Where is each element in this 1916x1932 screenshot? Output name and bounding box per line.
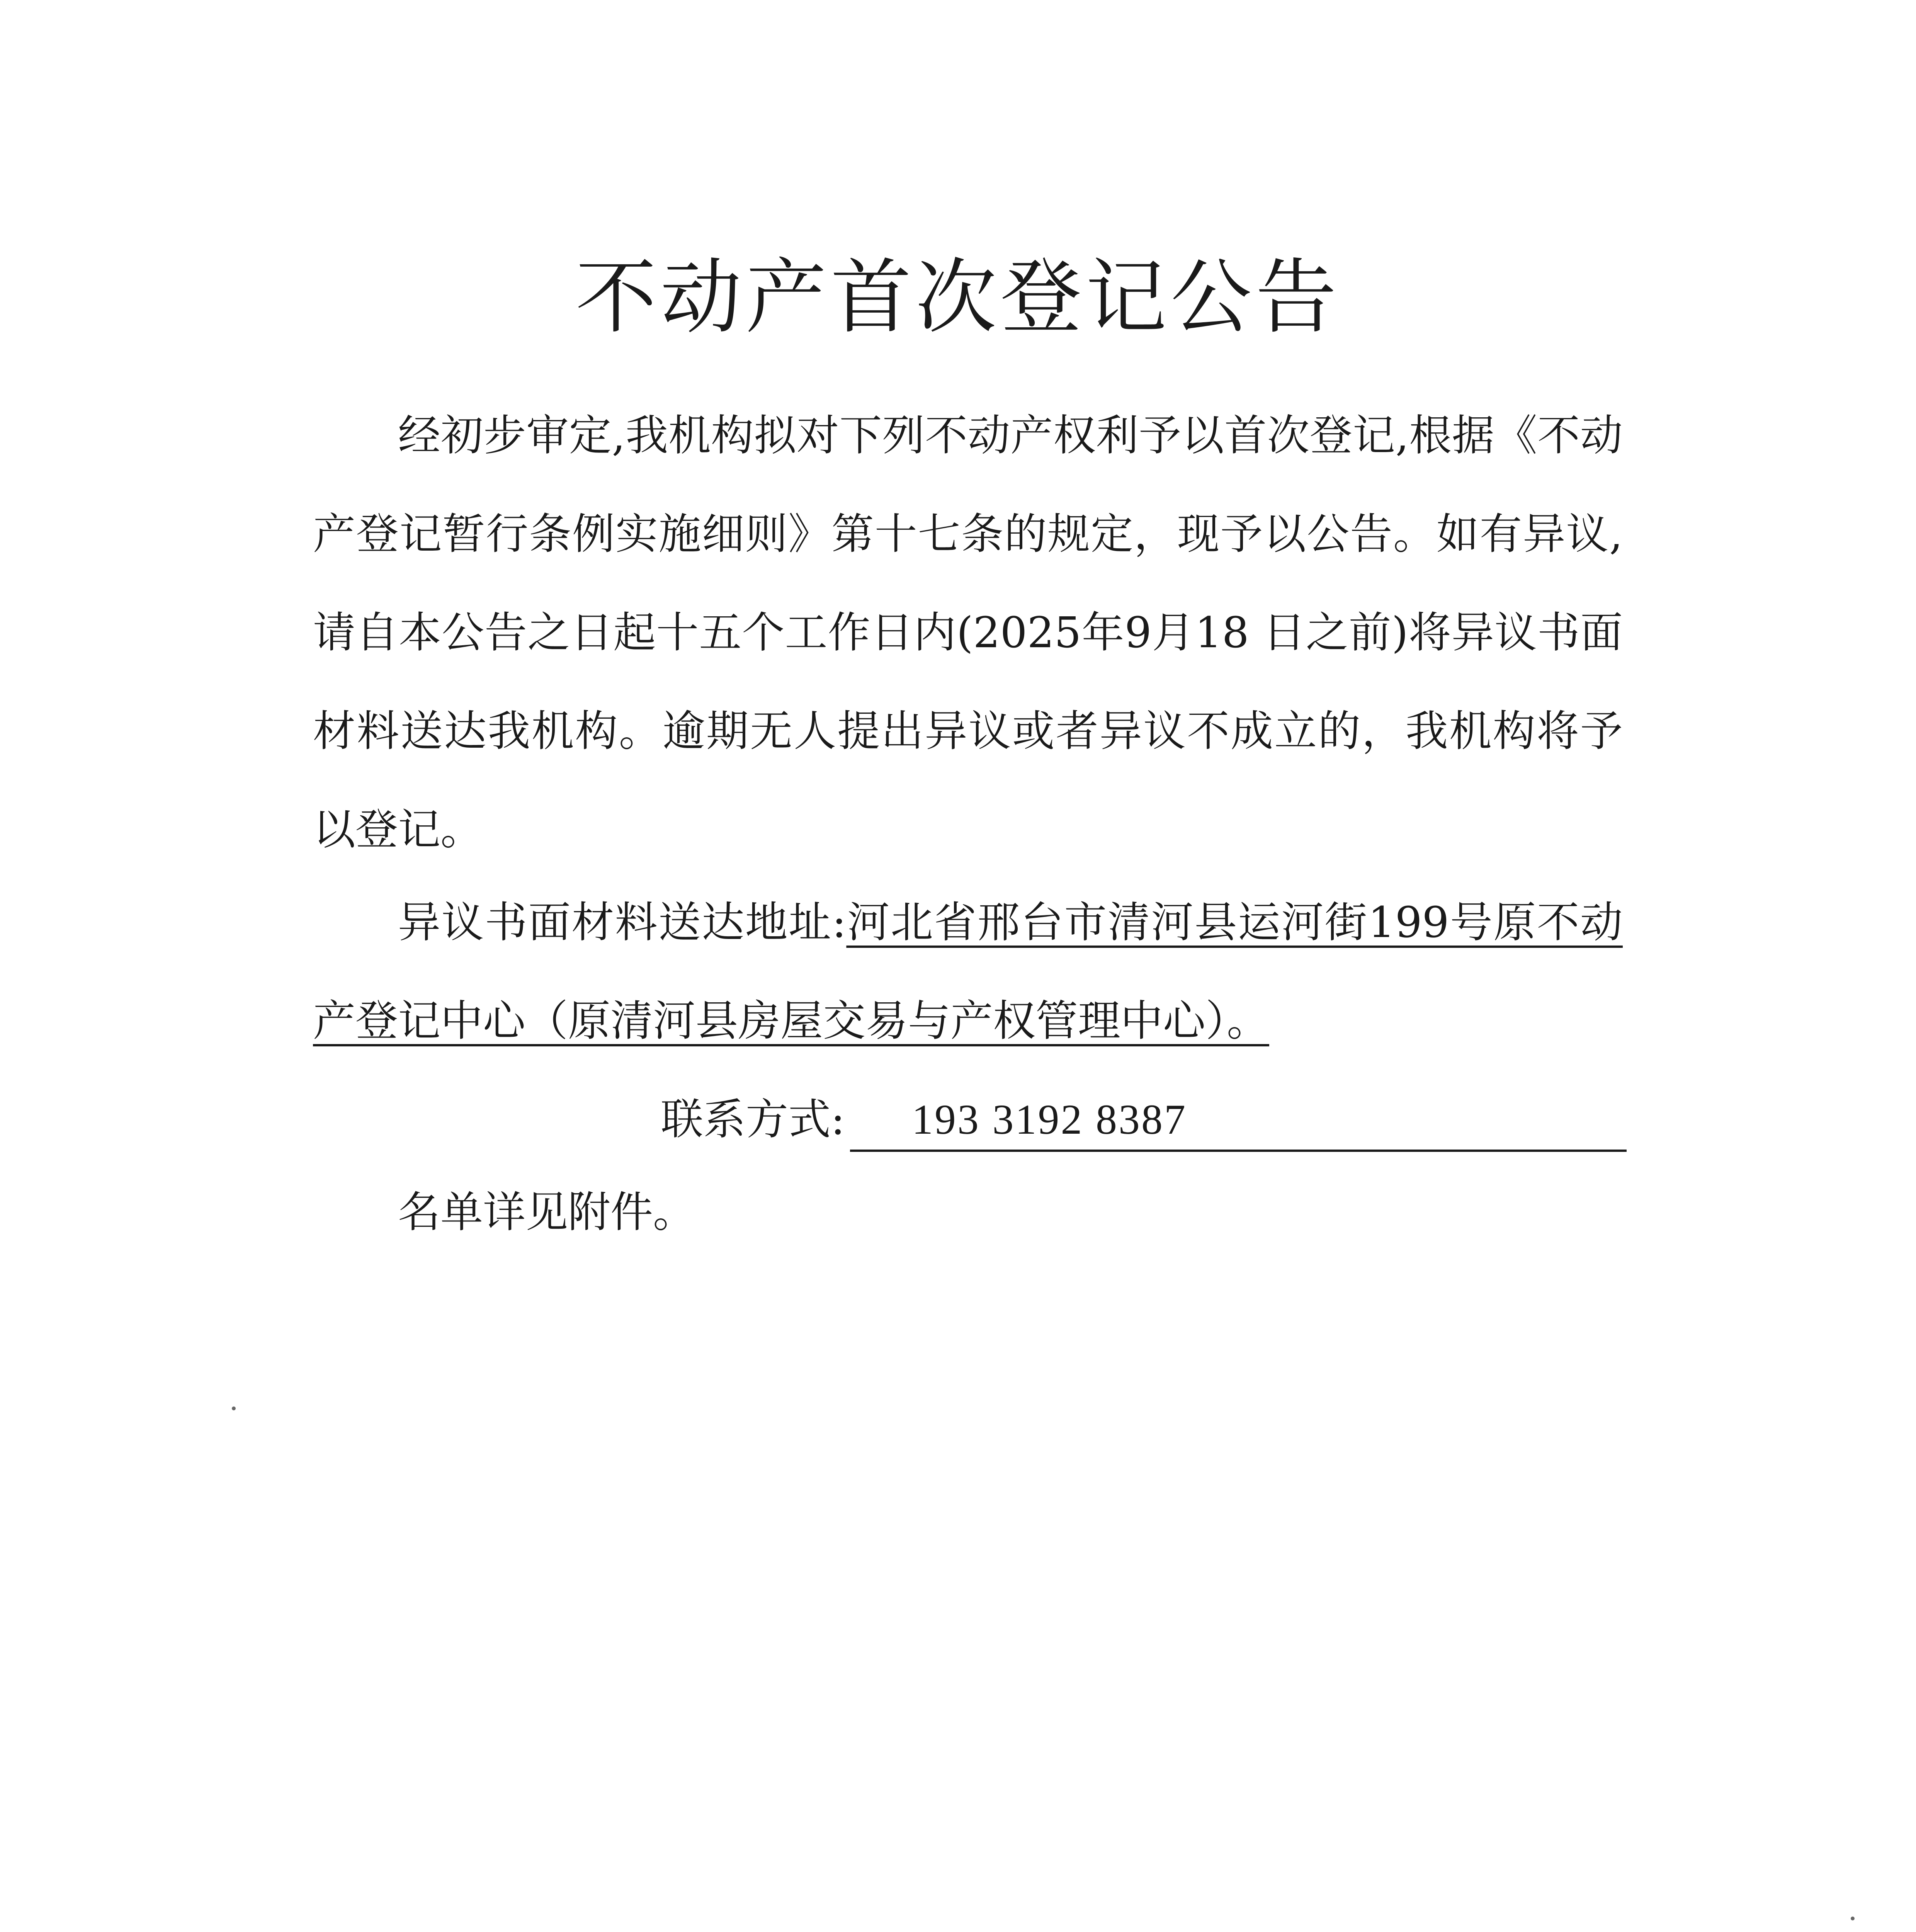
notice-title: 不动产首次登记公告 bbox=[575, 250, 1341, 345]
contact-line bbox=[661, 1070, 1627, 1169]
scan-speck bbox=[232, 1406, 236, 1410]
contact-phone: 193 3192 8387 bbox=[912, 1096, 1187, 1143]
address-value: 河北省邢台市清河县运河街199号原不动产登记中心（原清河县房屋交易与产权管理中心）。 bbox=[313, 898, 1623, 1046]
address-label: 异议书面材料送达地址: bbox=[398, 898, 847, 947]
notice-paragraph: 经初步审定,我机构拟对下列不动产权利予以首次登记,根据《不动产登记暂行条例实施细则》第十七条的规定，现予以公告。如有异议,请自本公告之日起十五个工作日内(2025年9月18 日之前)将异议书面材料送达我机构。逾期无人提出异议或者异议不成立的，我机构将予以登记。 bbox=[313, 411, 1623, 854]
address-paragraph bbox=[313, 873, 1623, 1070]
attachment-note: 名单详见附件。 bbox=[398, 1187, 695, 1237]
scan-speck bbox=[1851, 1917, 1855, 1920]
contact-label: 联系方式: bbox=[661, 1095, 845, 1144]
contact-underline bbox=[850, 1150, 1627, 1152]
